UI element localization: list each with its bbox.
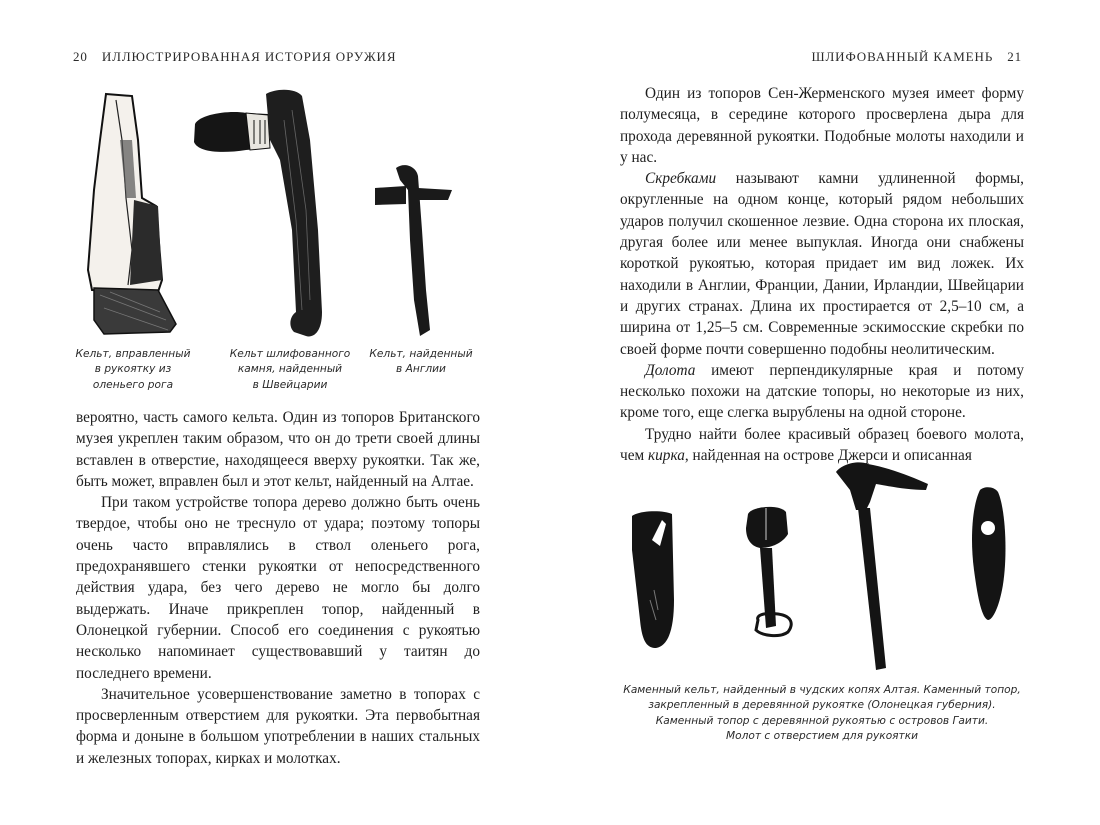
hafted-stone-axe-icon — [746, 507, 791, 636]
caption-line: оленьего рога — [92, 378, 174, 391]
right-figure-illustrations — [610, 450, 1030, 680]
left-caption-1 — [72, 347, 194, 393]
caption-line: Кельт, найденный — [369, 348, 473, 360]
paragraph — [620, 168, 1024, 360]
caption-line: в Швейцарии — [252, 378, 328, 391]
text-run: называют камни удлиненной формы, округленные на одном конце, который рядом небольших ударов получил скошенное лезвие. Одна сторона их плоская, другая более или менее выпуклая. Иногда они снабжены короткой рукоятью, которая придает им вид ложек. Их находили в Англии, Франции, Дании, Ирландии, Швейцарии и других странах. Длина их простирается от 2,5–10 см, а ширина от 1,25–5 см. Современные эскимосские скребки по своей форме почти совершенно подобны неолитическим. — [620, 170, 1024, 358]
right-body-text — [620, 83, 1024, 466]
pick-axe-icon — [836, 462, 928, 670]
italic-term: кирка — [648, 447, 685, 465]
italic-term: Долота — [645, 361, 696, 379]
left-caption-2 — [226, 347, 354, 393]
text-run: Один из топоров Сен-Жерменского музея имеет форму полумесяца, в середине которого просверлена дыра для прохода деревянной рукоятки. Подобные молоты находили и у нас. — [620, 85, 1024, 166]
stone-celt-icon — [632, 511, 674, 648]
polished-stone-celt-with-handle-icon — [194, 90, 322, 337]
caption-line: Кельт шлифованного — [229, 348, 351, 360]
right-running-title: ШЛИФОВАННЫЙ КАМЕНЬ — [811, 49, 994, 64]
caption-line: Каменный топор с деревянной рукоятью с островов Гаити. — [655, 714, 989, 727]
left-page-number: 20 — [73, 49, 88, 64]
left-caption-3 — [366, 347, 476, 378]
text-run: , найденная на острове Джерси и описанная — [684, 447, 972, 465]
antler-hafted-celt-icon — [88, 94, 176, 334]
perforated-hammer-icon — [972, 487, 1005, 620]
right-page-number: 21 — [1007, 49, 1022, 64]
caption-line: Кельт, вправленный — [75, 348, 191, 360]
left-running-title: ИЛЛЮСТРИРОВАННАЯ ИСТОРИЯ ОРУЖИЯ — [101, 49, 397, 64]
left-figure-illustrations — [70, 80, 480, 345]
caption-line: Каменный кельт, найденный в чудских копях Алтая. Каменный топор, — [623, 684, 1021, 696]
right-figure-caption — [620, 683, 1024, 744]
paragraph: При таком устройстве топора дерево должно быть очень твердое, чтобы оно не треснуло от удара; поэтому топоры очень часто вправлялись в ствол оленьего рога, предохранявшего стенки рукоятки от непосредственного действия удара, без чего дерево не могло бы долго выдержать. Иначе прикреплен топор, найденный в Олонецкой губернии. Способ его соединения с рукоятью несколько напоминает существовавший у таитян до последнего времени. — [76, 494, 480, 682]
caption-line: камня, найденный — [237, 363, 343, 376]
caption-line: закрепленный в деревянной рукоятке (Олонецкая губерния). — [648, 699, 996, 712]
text-run: имеют перпендикулярные края и потому несколько похожи на датские топоры, но некоторые из них, кроме того, еще слегка вырублены на одной стороне. — [620, 361, 1024, 422]
paragraph: Значительное усовершенствование заметно в топорах с просверленным отверстием для рукоятки. Эта первобытная форма и доныне в большом употреблении в наших стальных и железных топорах, кирках и молотках. — [76, 685, 480, 767]
paragraph — [620, 360, 1024, 424]
small-celt-hammer-icon — [375, 165, 452, 336]
caption-line: в Англии — [396, 363, 446, 376]
text-run: Трудно найти более красивый образец боевого молота, чем — [620, 425, 1024, 465]
left-running-head — [73, 49, 396, 65]
caption-line: Молот с отверстием для рукоятки — [725, 729, 919, 742]
italic-term: Скребками — [645, 170, 717, 188]
paragraph — [620, 83, 1024, 168]
right-running-head — [811, 49, 1022, 65]
left-body-text — [76, 407, 480, 769]
caption-line: в рукоятку из — [94, 363, 172, 376]
paragraph: вероятно, часть самого кельта. Один из топоров Британского музея укреплен таким образом, что он до трети своей длины вставлен в отверстие, находящееся вверху рукоятки. Так же, быть может, вправлен был и этот кельт, найденный на Алтае. — [76, 409, 480, 490]
